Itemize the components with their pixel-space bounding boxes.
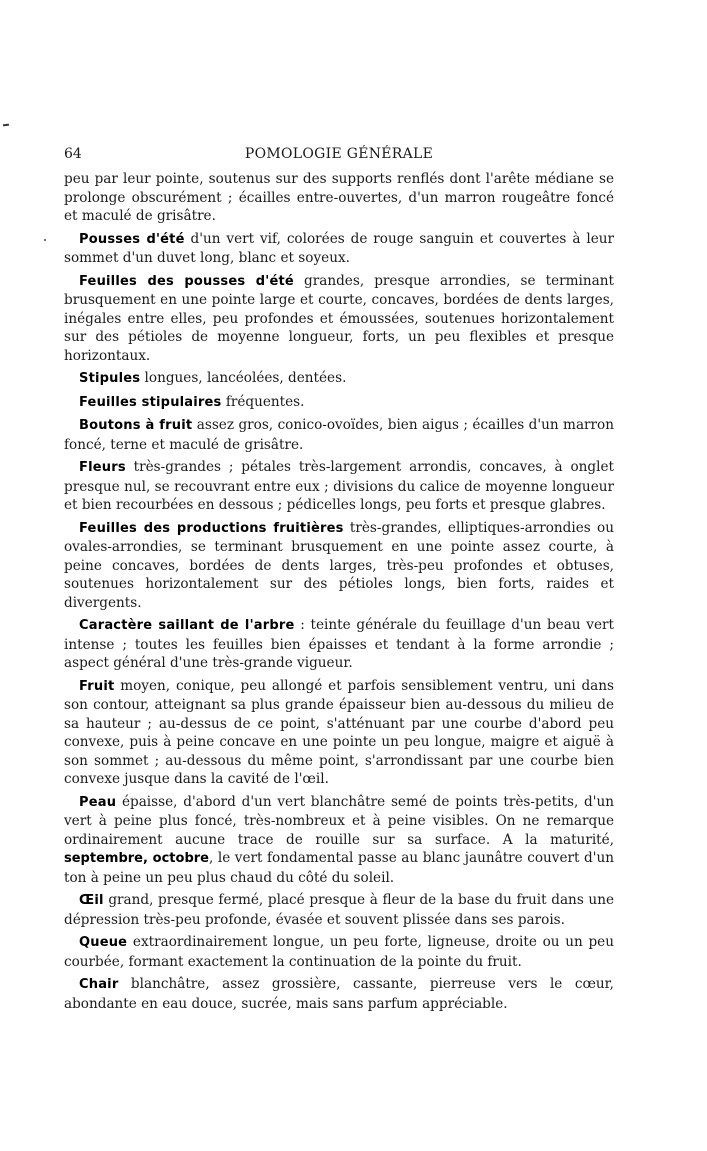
paragraph-term: Stipules — [79, 371, 141, 386]
paragraph-term: Chair — [79, 977, 119, 992]
paragraph-text: fréquentes. — [221, 393, 305, 410]
paragraph-term: Feuilles stipulaires — [79, 394, 222, 410]
paragraph-feuilles-productions — [64, 519, 614, 613]
paragraph-text: grandes, presque arrondies, se terminant brusquement en une pointe large et courte, concaves, bordées de dents larges, inégales entre elles, peu profondes et émoussées, soutenues horizontalement sur des pétioles de moyenne longueur, forts, un peu flexibles et presque horizontaux. — [64, 272, 614, 364]
paragraph-text: épaisse, d'abord d'un vert blanchâtre semé de points très-petits, d'un vert à peine plus foncé, très-nombreux et à peine visibles. On ne remarque ordinairement aucune trace de rouille sur sa surface. A la maturité, — [64, 793, 614, 848]
book-page — [64, 146, 614, 1017]
paragraph-term: Pousses d'été — [79, 231, 185, 247]
page-header — [64, 146, 614, 168]
paragraph-chair — [64, 975, 614, 1013]
paragraph-term: Feuilles des pousses d'été — [79, 273, 294, 289]
paragraph-oeil — [64, 891, 614, 929]
paragraph-fleurs — [64, 458, 614, 515]
paragraph-text: peu par leur pointe, soutenus sur des supports renflés dont l'arête médiane se prolonge obscurément ; écailles entre-ouvertes, d'un marron rougeâtre foncé et maculé de grisâtre. — [64, 171, 614, 224]
paragraph-continuation — [64, 170, 614, 226]
paragraph-text: très-grandes, elliptiques-arrondies ou ovales-arrondies, se terminant brusquement en une pointe assez courte, à peine concaves, bordées de dents larges, très-peu profondes et obtuses, soutenues horizontalement sur des pétioles longs, bien forts, raides et divergents. — [64, 519, 614, 611]
paragraph-pousses-ete — [64, 230, 614, 268]
paragraph-text: moyen, conique, peu allongé et parfois sensiblement ventru, uni dans son contour, atteignant sa plus grande épaisseur bien au-dessous du milieu de sa hauteur ; au-dessus de ce point, s'atténuant par une courbe d'abord peu convexe, puis à peine concave en une pointe un peu longue, maigre et aiguë à son sommet ; au-dessous du même point, s'arrondissant par une courbe bien convexe jusque dans la cavité de l'œil. — [64, 677, 614, 787]
running-title: POMOLOGIE GÉNÉRALE — [244, 146, 434, 162]
paragraph-text: assez gros, conico-ovoïdes, bien aigus ; écailles d'un marron foncé, terne et maculé de grisâtre. — [64, 417, 614, 453]
paragraph-peau — [64, 793, 614, 888]
page-number: 64 — [64, 146, 82, 162]
paragraph-term: Œil — [79, 893, 104, 908]
paragraph-text: grand, presque fermé, placé presque à fleur de la base du fruit dans une dépression très-peu profonde, évasée et souvent plissée dans ses parois. — [64, 892, 614, 928]
margin-scan-dot — [44, 239, 46, 241]
paragraph-stipules — [64, 369, 614, 389]
paragraph-term: Fruit — [79, 678, 115, 694]
paragraph-feuilles-pousses — [64, 272, 614, 366]
paragraph-queue — [64, 933, 614, 971]
paragraph-term: Queue — [79, 935, 128, 950]
paragraph-term: Caractère saillant de l'arbre — [79, 618, 295, 633]
paragraph-text: d'un vert vif, colorées de rouge sanguin et couvertes à leur sommet d'un duvet long, blanc et soyeux. — [64, 230, 614, 266]
paragraph-feuilles-stipulaires — [64, 393, 614, 413]
maturity-period: septembre, octobre — [64, 851, 209, 866]
paragraph-text: longues, lancéolées, dentées. — [140, 370, 347, 386]
paragraph-term: Peau — [79, 794, 117, 810]
paragraph-text: : teinte générale du feuillage d'un beau vert intense ; toutes les feuilles bien épaisses et tendant à la forme arrondie ; aspect général d'une très-grande vigueur. — [64, 617, 614, 671]
paragraph-term: Boutons à fruit — [79, 418, 193, 433]
paragraph-boutons-fruit — [64, 416, 614, 454]
paragraph-text-after: , le vert fondamental passe au blanc jaunâtre couvert d'un ton à peine un peu plus chaud du côté du soleil. — [64, 850, 614, 886]
paragraph-text: très-grandes ; pétales très-largement arrondis, concaves, à onglet presque nul, se recouvrant entre eux ; divisions du calice de moyenne longueur et bien recourbées en dessous ; pédicelles longs, peu forts et presque glabres. — [64, 459, 614, 513]
paragraph-text: extraordinairement longue, un peu forte, ligneuse, droite ou un peu courbée, formant exactement la continuation de la pointe du fruit. — [64, 934, 614, 970]
margin-scan-mark — [3, 124, 9, 127]
paragraph-fruit — [64, 677, 614, 789]
paragraph-term: Feuilles des productions fruitières — [79, 520, 344, 536]
paragraph-text: blanchâtre, assez grossière, cassante, pierreuse vers le cœur, abondante en eau douce, sucrée, mais sans parfum appréciable. — [64, 976, 614, 1012]
paragraph-term: Fleurs — [79, 460, 126, 475]
paragraph-caractere-arbre — [64, 616, 614, 673]
